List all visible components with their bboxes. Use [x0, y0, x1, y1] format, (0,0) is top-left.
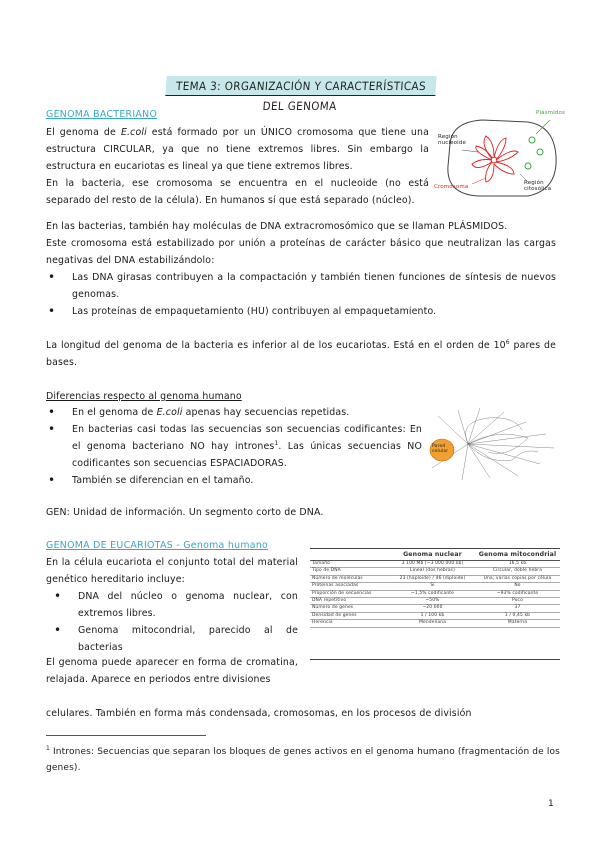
table-row: Tamaño 3 100 Mb (~3 000 000 kb) 16,5 kb — [310, 561, 560, 568]
label-plasmids: Plásmidos — [536, 110, 566, 116]
table-header: Genoma nuclear — [390, 549, 475, 561]
list-differences — [46, 404, 422, 489]
p1-start: El genoma de — [46, 127, 121, 138]
label-ribosomes: Región citosólica — [524, 180, 552, 192]
label-cell-wall: Pared celular — [432, 444, 449, 454]
table-header: Genoma mitocondrial — [475, 549, 560, 561]
ecoli-term: E.coli — [120, 127, 147, 138]
table-row: Densidad de genes 1 / 100 kb 1 / 0,45 kb — [310, 612, 560, 619]
list-item: • DNA del núcleo o genoma nuclear, con extremos libres. — [52, 588, 298, 622]
paragraph-length — [46, 337, 556, 371]
paragraph-stabilization: Este cromosoma está estabilizado por unión a proteínas de carácter básico que neutralizan las cargas negativas del DNA estabilizándolo: — [46, 238, 556, 266]
length-text-end: pares de bases. — [46, 340, 556, 368]
footnote-marker: 1 — [46, 745, 50, 752]
table-row: Proteínas asociadas Sí No — [310, 583, 560, 590]
section-heading-eukaryotic: GENOMA DE EUCARIOTAS - Genoma humano — [46, 540, 269, 551]
table-row: Tipo de DNA Lineal (dos hebras) Circular, doble hebra — [310, 568, 560, 575]
list-eukaryotic-genomes — [52, 588, 298, 656]
exponent: 6 — [505, 338, 510, 346]
plasmid-drawings — [525, 137, 543, 169]
lysed-bacterium-figure — [428, 408, 558, 480]
differences-heading: Diferencias respecto al genoma humano — [46, 391, 242, 402]
table-header — [310, 549, 390, 561]
table-row: Número de genes ~20 000 37 — [310, 605, 560, 612]
length-text-start: La longitud del genoma de la bacteria es inferior al de los eucariotas. Está en el orden de 10 — [46, 340, 506, 351]
footnote-divider — [46, 735, 206, 736]
table-row: DNA repetitivo ~50% Poco — [310, 598, 560, 605]
page-number: 1 — [548, 799, 554, 809]
page-title: TEMA 3: ORGANIZACIÓN Y CARACTERÍSTICAS DEL GENOMA — [165, 76, 436, 96]
list-item: • En el genoma de E.coli apenas hay secuencias repetidas. — [46, 404, 422, 421]
table-row: Herencia Mendeliana Materna — [310, 620, 560, 627]
label-chromosome: Cromosoma — [434, 184, 469, 190]
footnote-ref: 1 — [274, 439, 279, 447]
list-item: • Genoma mitocondrial, parecido al de bacterias — [52, 622, 298, 656]
paragraph-nucleoid: En la bacteria, ese cromosoma se encuentra en el nucleoide (no está separado del resto de la célula). En humanos sí que está separado (núcleo). — [46, 178, 429, 206]
list-item: • También se diferencian en el tamaño. — [46, 472, 422, 489]
label-nucleoid: Región nucleoide — [438, 134, 467, 146]
paragraph-plasmids: En las bacterias, también hay moléculas de DNA extracromosómico que se llaman PLÁSMIDOS. — [46, 221, 508, 232]
list-item: • En bacterias casi todas las secuencias son secuencias codificantes: En el genoma bacteriano NO hay intrones$^1$. Las únicas secuencias NO codificantes son secuencias ESPACIADORAS. — [46, 421, 422, 472]
bacterial-cell-figure — [432, 104, 572, 214]
genome-comparison-table — [310, 548, 560, 660]
section-heading-bacterial: GENOMA BACTERIANO — [46, 109, 158, 120]
table-row: Proporción de secuencias ~1,5% codificante ~93% codificante — [310, 590, 560, 597]
paragraph-chromatin-continued: celulares. También en forma más condensada, cromosomas, en los procesos de división — [46, 708, 472, 719]
footnote-text: Intrones: Secuencias que separan los bloques de genes activos en el genoma humano (fragmentación de los genes). — [46, 747, 561, 773]
table-row: Número de moléculas 23 (haploide) / 46 (diploide) Una; varias copias por célula — [310, 575, 560, 582]
list-proteins — [46, 269, 556, 320]
footnote — [46, 744, 560, 776]
gen-definition: GEN: Unidad de información. Un segmento corto de DNA. — [46, 507, 324, 518]
p1-end: está formado por un ÚNICO cromosoma que tiene una estructura CIRCULAR, ya que no tiene extremos libres. Sin embargo la estructura en eucariotas es lineal ya que tiene extremos libres. — [46, 127, 430, 172]
paragraph-eukaryotic-intro: En la célula eucariota el conjunto total del material genético hereditario incluye: — [46, 557, 298, 585]
chromosome-drawing — [472, 136, 518, 182]
paragraph-chromatin: El genoma puede aparecer en forma de cromatina, relajada. Aparece en periodos entre divisiones — [46, 657, 298, 685]
list-item: • Las proteínas de empaquetamiento (HU) contribuyen al empaquetamiento. — [46, 303, 556, 320]
paragraph-bacterial-genome — [46, 124, 429, 175]
list-item: • Las DNA girasas contribuyen a la compactación y también tienen funciones de síntesis de nuevos genomas. — [46, 269, 556, 303]
